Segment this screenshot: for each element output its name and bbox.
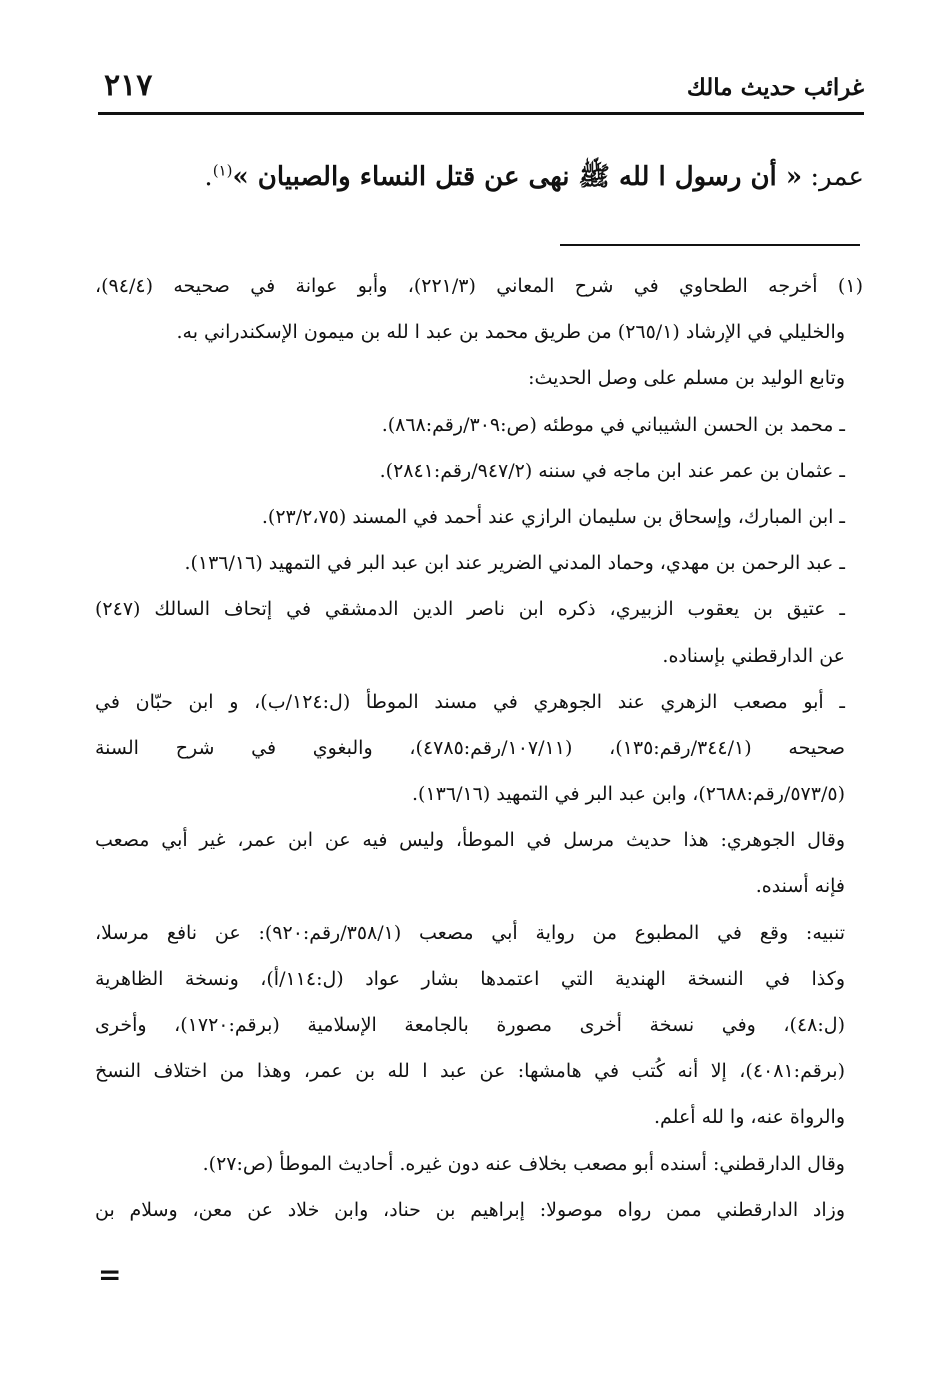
continuation-mark: = xyxy=(98,1258,122,1291)
page-header xyxy=(98,68,864,114)
footnote-line: وقال الجوهري: هذا حديث مرسل في الموطأ، وليس فيه عن ابن عمر، غير أبي مصعب xyxy=(95,829,845,852)
footnotes xyxy=(95,266,863,1236)
footnote-separator xyxy=(560,244,860,246)
footnote-line: صحيحه (٣٤٤/١/رقم:١٣٥)، (١٠٧/١١/رقم:٤٧٨٥)، والبغوي في شرح السنة xyxy=(95,736,845,759)
main-text xyxy=(94,160,864,198)
running-title: غرائب حديث مالك xyxy=(686,74,864,101)
main-label: عمر: xyxy=(810,162,864,192)
main-end: . xyxy=(204,162,213,192)
footnote-line: (برقم:٤٠٨١)، إلا أنه كُتب في هامشها: عن عبد ا لله بن عمر، وهذا من اختلاف النسخ xyxy=(95,1060,845,1083)
footnote-line: ـ عثمان بن عمر عند ابن ماجه في سننه (٩٤٧/٢/رقم:٢٨٤١). xyxy=(379,459,845,482)
footnote-line: وكذا في النسخة الهندية التي اعتمدها بشار عواد (ل:١١٤/أ)، ونسخة الظاهرية xyxy=(95,967,845,990)
header-rule xyxy=(98,112,864,115)
page-number: ٢١٧ xyxy=(104,68,153,103)
footnote-line: تنبيه: وقع في المطبوع من رواية أبي مصعب (٣٥٨/١/رقم:٩٢٠): عن نافع مرسلا، xyxy=(95,921,845,944)
footnote-line: (٥٧٣/٥/رقم:٢٦٨٨)، وابن عبد البر في التمهيد (١٣٦/١٦). xyxy=(412,783,845,806)
footnote-line: (١) أخرجه الطحاوي في شرح المعاني (٢٢١/٣)، وأبو عوانة في صحيحه (٩٤/٤)، xyxy=(95,275,863,297)
footnote-line: ـ عبد الرحمن بن مهدي، وحماد المدني الضرير عند ابن عبد البر في التمهيد (١٣٦/١٦). xyxy=(184,552,845,575)
footnote-line: (ل:٤٨)، وفي نسخة أخرى مصورة بالجامعة الإسلامية (برقم:١٧٢٠)، وأخرى xyxy=(95,1014,845,1036)
footnote-line: ـ ابن المبارك، وإسحاق بن سليمان الرازي عند أحمد في المسند (٢٣/٢،٧٥). xyxy=(261,505,845,528)
footnote-line: ـ محمد بن الحسن الشيباني في موطئه (ص:٣٠٩/رقم:٨٦٨). xyxy=(381,413,845,436)
footnote-line: والخليلي في الإرشاد (٢٦٥/١) من طريق محمد بن عبد ا لله بن ميمون الإسكندراني به. xyxy=(176,321,845,344)
footnote-line: عن الدارقطني بإسناده. xyxy=(662,644,845,667)
hadith-quote: « أن رسول ا لله ﷺ نهى عن قتل النساء والصبيان » xyxy=(232,162,803,192)
footnote-reference: (١) xyxy=(212,161,233,180)
footnote-line: وقال الدارقطني: أسنده أبو مصعب بخلاف عنه دون غيره. أحاديث الموطأ (ص:٢٧). xyxy=(202,1152,845,1175)
footnote-line: ـ عتيق بن يعقوب الزبيري، ذكره ابن ناصر الدين الدمشقي في إتحاف السالك (٢٤٧) xyxy=(95,598,845,621)
footnote-line: ـ أبو مصعب الزهري عند الجوهري في مسند الموطأ (ل:١٢٤/ب)، و ابن حبّان في xyxy=(95,690,845,713)
footnote-line: فإنه أسنده. xyxy=(755,875,845,898)
footnote-line: والرواة عنه، وا لله أعلم. xyxy=(654,1106,845,1129)
footnote-line: وتابع الوليد بن مسلم على وصل الحديث: xyxy=(528,367,845,390)
footnote-line: وزاد الدارقطني ممن رواه موصولا: إبراهيم بن حناد، وابن خلاد عن معن، وسلام بن xyxy=(95,1198,846,1221)
